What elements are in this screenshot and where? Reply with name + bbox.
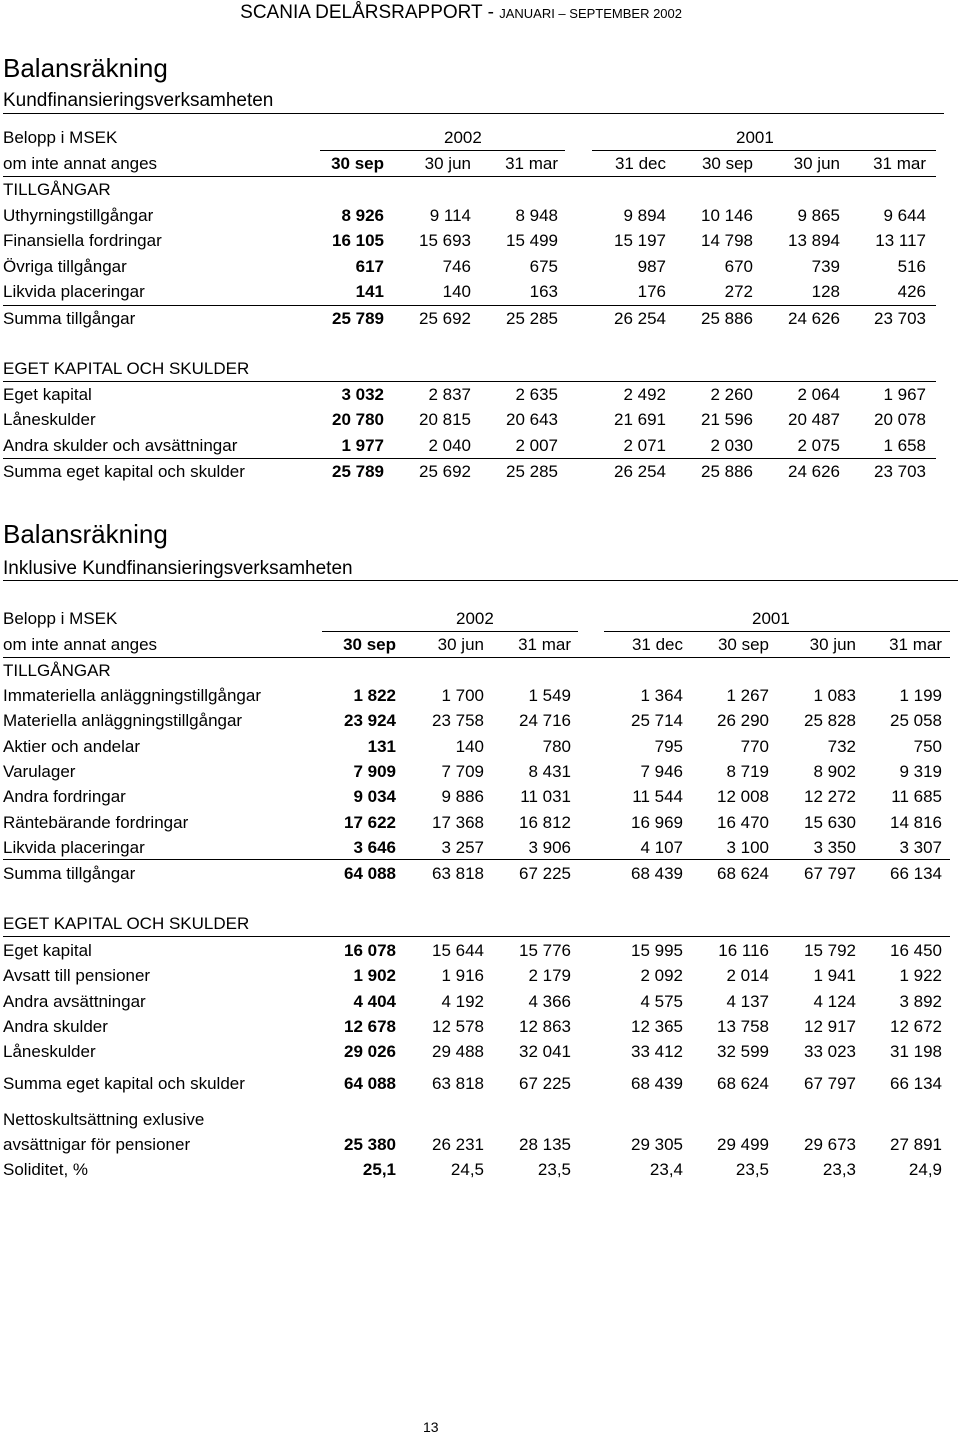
value-cell: 3 906: [528, 837, 571, 857]
value-cell: 26 290: [717, 711, 769, 731]
table-subtitle: Kundfinansieringsverksamheten: [3, 90, 274, 111]
value-cell: 9 865: [797, 206, 840, 225]
value-cell: 23 924: [344, 711, 396, 731]
row-label: Likvida placeringar: [3, 837, 145, 857]
year-2001: 2001: [736, 128, 774, 147]
value-cell: 27 891: [890, 1135, 942, 1154]
asset-row: [0, 229, 960, 253]
value-cell: 63 818: [432, 864, 484, 883]
assets-heading-label: TILLGÅNGAR: [3, 180, 111, 199]
value-cell: 1 700: [441, 686, 484, 705]
column-rule: [3, 657, 950, 658]
liab-rule: [3, 936, 950, 937]
value-cell: 11 031: [520, 787, 571, 807]
value-cell: 3 100: [726, 837, 769, 857]
column-header: 31 mar: [505, 154, 558, 173]
header-row-years: [0, 607, 960, 631]
value-cell: 2 075: [797, 435, 840, 455]
value-cell: 25 285: [506, 462, 558, 481]
row-label: Finansiella fordringar: [3, 231, 162, 251]
value-cell: 25 886: [701, 462, 753, 481]
value-cell: 23 703: [874, 462, 926, 481]
value-cell: 15 792: [804, 941, 856, 960]
value-cell: 16 969: [631, 812, 683, 832]
liab-heading: [0, 912, 960, 936]
column-header: 30 sep: [717, 635, 769, 654]
value-cell: 4 124: [813, 991, 856, 1011]
value-cell: 8 948: [515, 206, 558, 225]
value-cell: 24 626: [788, 462, 840, 481]
value-cell: 140: [455, 736, 484, 756]
value-cell: 8 926: [341, 206, 384, 225]
value-cell: 16 470: [717, 812, 769, 832]
value-cell: 29 488: [432, 1042, 484, 1062]
value-cell: 1 941: [813, 966, 856, 986]
value-cell: 68 439: [631, 864, 683, 883]
value-cell: 9 644: [883, 206, 926, 225]
value-cell: 25,1: [362, 1160, 396, 1179]
value-cell: 66 134: [890, 864, 942, 883]
value-cell: 11 544: [632, 787, 683, 807]
title-rule: [3, 580, 958, 581]
value-cell: 2 092: [640, 966, 683, 986]
value-cell: 15 693: [419, 231, 471, 251]
assets-total-rule: [3, 305, 936, 306]
value-cell: 25 285: [506, 309, 558, 328]
value-cell: 2 071: [623, 435, 666, 455]
value-cell: 32 041: [519, 1042, 571, 1062]
row-label: Immateriella anläggningstillgångar: [3, 686, 261, 705]
liability-row: [0, 383, 960, 407]
value-cell: 64 088: [344, 864, 396, 883]
value-cell: 7 909: [353, 761, 396, 781]
liability-row: [0, 1015, 960, 1039]
value-cell: 17 622: [344, 812, 396, 832]
liab-rule: [3, 381, 936, 382]
value-cell: 12 863: [519, 1016, 571, 1036]
year-2002: 2002: [456, 609, 494, 628]
value-cell: 4 107: [640, 837, 683, 857]
column-header: 30 jun: [437, 635, 484, 654]
value-cell: 15 644: [432, 941, 484, 960]
value-cell: 10 146: [701, 206, 753, 225]
netto-label-1: Nettoskultsättning exlusive: [3, 1110, 205, 1129]
value-cell: 3 646: [353, 837, 396, 857]
value-cell: 31 198: [890, 1042, 942, 1062]
value-cell: 25 692: [419, 462, 471, 481]
value-cell: 732: [827, 736, 856, 756]
value-cell: 67 797: [804, 864, 856, 883]
year-rule-2001: [592, 150, 936, 151]
value-cell: 780: [542, 736, 571, 756]
value-cell: 3 307: [899, 837, 942, 857]
value-cell: 4 192: [441, 991, 484, 1011]
column-header: 31 mar: [889, 635, 942, 654]
value-cell: 25 058: [890, 711, 942, 731]
asset-row: [0, 836, 960, 860]
net-debt-row: [0, 1133, 960, 1157]
value-cell: 3 257: [441, 837, 484, 857]
value-cell: 32 599: [717, 1042, 769, 1062]
value-cell: 8 902: [813, 761, 856, 781]
row-label: Andra avsättningar: [3, 991, 146, 1011]
value-cell: 9 034: [353, 787, 396, 807]
column-header: 30 jun: [424, 154, 471, 173]
liability-row: [0, 964, 960, 988]
row-label: Eget kapital: [3, 941, 92, 960]
value-cell: 163: [529, 281, 558, 301]
value-cell: 3 350: [813, 837, 856, 857]
value-cell: 66 134: [890, 1074, 942, 1093]
value-cell: 16 450: [890, 941, 942, 960]
value-cell: 2 007: [515, 435, 558, 455]
row-label: Låneskulder: [3, 410, 96, 430]
value-cell: 68 624: [717, 864, 769, 883]
row-label: Summa eget kapital och skulder: [3, 462, 245, 481]
value-cell: 2 064: [797, 385, 840, 404]
year-2001: 2001: [752, 609, 790, 628]
page-header: [240, 2, 682, 24]
value-cell: 64 088: [344, 1074, 396, 1093]
row-label: Övriga tillgångar: [3, 256, 127, 276]
value-cell: 176: [637, 281, 666, 301]
value-cell: 12 678: [344, 1016, 396, 1036]
assets-heading: [0, 659, 960, 683]
year-rule-2002: [322, 631, 578, 632]
value-cell: 3 892: [899, 991, 942, 1011]
column-header: 31 mar: [873, 154, 926, 173]
value-cell: 739: [811, 256, 840, 276]
row-label: Summa tillgångar: [3, 309, 136, 328]
value-cell: 7 946: [640, 761, 683, 781]
value-cell: 2 030: [710, 435, 753, 455]
column-header: 30 sep: [701, 154, 753, 173]
value-cell: 16 078: [344, 941, 396, 960]
value-cell: 750: [913, 736, 942, 756]
value-cell: 13 758: [717, 1016, 769, 1036]
table-subtitle: Inklusive Kundfinansieringsverksamheten: [3, 558, 353, 579]
value-cell: 141: [355, 281, 384, 301]
asset-row: [0, 255, 960, 279]
value-cell: 24 716: [519, 711, 571, 731]
value-cell: 67 797: [804, 1074, 856, 1093]
liab-heading-label: EGET KAPITAL OCH SKULDER: [3, 359, 250, 378]
table-title: Balansräkning: [3, 519, 168, 549]
assets-total-row: [0, 307, 960, 331]
liability-row: [0, 1040, 960, 1064]
value-cell: 746: [442, 256, 471, 276]
value-cell: 21 691: [614, 410, 666, 430]
table-title: Balansräkning: [3, 53, 168, 83]
value-cell: 1 977: [341, 435, 384, 455]
row-label: Soliditet, %: [3, 1160, 89, 1179]
value-cell: 24,9: [908, 1160, 942, 1179]
assets-heading: [0, 178, 960, 202]
value-cell: 12 008: [717, 787, 769, 807]
value-cell: 20 078: [874, 410, 926, 430]
year-rule-2002: [320, 150, 565, 151]
value-cell: 8 431: [528, 761, 571, 781]
liab-heading: [0, 357, 960, 381]
column-header: 30 jun: [809, 635, 856, 654]
value-cell: 67 225: [519, 1074, 571, 1093]
value-cell: 12 672: [890, 1016, 942, 1036]
value-cell: 29 026: [344, 1042, 396, 1062]
value-cell: 7 709: [441, 761, 484, 781]
liability-row: [0, 434, 960, 458]
assets-total-row: [0, 862, 960, 886]
page-number: 13: [423, 1419, 439, 1435]
belopp-label: Belopp i MSEK: [3, 128, 118, 147]
column-rule: [3, 176, 936, 177]
row-label: Låneskulder: [3, 1042, 96, 1062]
column-header: 30 sep: [331, 154, 384, 173]
value-cell: 4 366: [528, 991, 571, 1011]
value-cell: 272: [724, 281, 753, 301]
asset-row: [0, 811, 960, 835]
value-cell: 26 254: [614, 309, 666, 328]
asset-row: [0, 785, 960, 809]
value-cell: 29 499: [717, 1135, 769, 1154]
value-cell: 2 837: [428, 385, 471, 404]
liability-row: [0, 990, 960, 1014]
asset-row: [0, 709, 960, 733]
column-header: 31 mar: [518, 635, 571, 654]
value-cell: 14 816: [890, 812, 942, 832]
value-cell: 2 635: [515, 385, 558, 404]
liab-total-row: [0, 460, 960, 484]
value-cell: 15 197: [614, 231, 666, 251]
value-cell: 670: [724, 256, 753, 276]
anges-label: om inte annat anges: [3, 635, 158, 654]
value-cell: 68 624: [717, 1074, 769, 1093]
asset-row: [0, 760, 960, 784]
value-cell: 25 789: [332, 309, 384, 328]
value-cell: 2 040: [428, 435, 471, 455]
value-cell: 15 630: [804, 812, 856, 832]
value-cell: 29 305: [631, 1135, 683, 1154]
value-cell: 20 643: [506, 410, 558, 430]
value-cell: 14 798: [701, 231, 753, 251]
value-cell: 3 032: [341, 385, 384, 404]
value-cell: 12 365: [631, 1016, 683, 1036]
value-cell: 1 658: [883, 435, 926, 455]
value-cell: 516: [897, 256, 926, 276]
value-cell: 1 922: [899, 966, 942, 986]
value-cell: 23 703: [874, 309, 926, 328]
value-cell: 1 083: [813, 686, 856, 705]
year-2002: 2002: [444, 128, 482, 147]
value-cell: 29 673: [804, 1135, 856, 1154]
value-cell: 770: [740, 736, 769, 756]
asset-row: [0, 684, 960, 708]
row-label: Summa tillgångar: [3, 864, 136, 883]
value-cell: 15 499: [506, 231, 558, 251]
value-cell: 63 818: [432, 1074, 484, 1093]
header-row-cols: [0, 633, 960, 657]
liability-row: [0, 939, 960, 963]
value-cell: 1 967: [883, 385, 926, 404]
assets-total-rule: [3, 859, 950, 860]
value-cell: 15 995: [631, 941, 683, 960]
value-cell: 9 886: [441, 787, 484, 807]
value-cell: 33 023: [804, 1042, 856, 1062]
value-cell: 25 828: [804, 711, 856, 731]
anges-label: om inte annat anges: [3, 154, 158, 173]
value-cell: 13 117: [875, 231, 926, 251]
row-label: Varulager: [3, 761, 76, 781]
value-cell: 11 685: [891, 787, 942, 807]
value-cell: 20 780: [332, 410, 384, 430]
value-cell: 68 439: [631, 1074, 683, 1093]
value-cell: 1 902: [353, 966, 396, 986]
value-cell: 23 758: [432, 711, 484, 731]
value-cell: 16 116: [718, 941, 769, 960]
asset-row: [0, 735, 960, 759]
value-cell: 1 916: [441, 966, 484, 986]
value-cell: 2 492: [623, 385, 666, 404]
row-label: Andra skulder och avsättningar: [3, 435, 238, 455]
row-label: Aktier och andelar: [3, 736, 141, 756]
value-cell: 675: [529, 256, 558, 276]
value-cell: 9 894: [623, 206, 666, 225]
value-cell: 23,5: [537, 1160, 571, 1179]
row-label: avsättnigar för pensioner: [3, 1135, 191, 1154]
row-label: Andra skulder: [3, 1016, 108, 1036]
year-rule-2001: [604, 631, 950, 632]
assets-heading-label: TILLGÅNGAR: [3, 661, 111, 680]
row-label: Andra fordringar: [3, 787, 126, 807]
row-label: Uthyrningstillgångar: [3, 206, 154, 225]
value-cell: 12 578: [432, 1016, 484, 1036]
value-cell: 25 886: [701, 309, 753, 328]
value-cell: 2 014: [726, 966, 769, 986]
value-cell: 1 364: [640, 686, 683, 705]
asset-row: [0, 204, 960, 228]
liab-heading-label: EGET KAPITAL OCH SKULDER: [3, 914, 250, 933]
value-cell: 9 114: [429, 206, 471, 225]
value-cell: 25 714: [631, 711, 683, 731]
value-cell: 128: [811, 281, 840, 301]
value-cell: 33 412: [631, 1042, 683, 1062]
value-cell: 617: [355, 256, 384, 276]
value-cell: 987: [637, 256, 666, 276]
value-cell: 12 917: [804, 1016, 856, 1036]
row-label: Räntebärande fordringar: [3, 812, 189, 832]
header-company: SCANIA DELÅRSRAPPORT -: [240, 2, 500, 23]
liab-total-row: [0, 1072, 960, 1096]
value-cell: 2 260: [710, 385, 753, 404]
value-cell: 15 776: [519, 941, 571, 960]
value-cell: 24 626: [788, 309, 840, 328]
value-cell: 131: [367, 736, 396, 756]
value-cell: 13 894: [788, 231, 840, 251]
belopp-label: Belopp i MSEK: [3, 609, 118, 628]
netto-label-row: [0, 1108, 960, 1132]
header-row-cols: [0, 152, 960, 176]
value-cell: 4 404: [353, 991, 396, 1011]
liab-total-rule: [3, 458, 936, 459]
row-label: Materiella anläggningstillgångar: [3, 711, 243, 731]
equity-ratio-row: [0, 1158, 960, 1182]
value-cell: 25 692: [419, 309, 471, 328]
value-cell: 140: [442, 281, 471, 301]
value-cell: 23,5: [735, 1160, 769, 1179]
value-cell: 25 380: [344, 1135, 396, 1154]
asset-row: [0, 280, 960, 304]
header-period: JANUARI – SEPTEMBER 2002: [499, 6, 682, 21]
title-rule: [3, 113, 944, 114]
value-cell: 1 822: [353, 686, 396, 705]
value-cell: 8 719: [726, 761, 769, 781]
value-cell: 17 368: [432, 812, 484, 832]
value-cell: 9 319: [899, 761, 942, 781]
row-label: Summa eget kapital och skulder: [3, 1074, 245, 1093]
value-cell: 12 272: [804, 787, 856, 807]
value-cell: 20 487: [788, 410, 840, 430]
value-cell: 25 789: [332, 462, 384, 481]
value-cell: 1 549: [528, 686, 571, 705]
value-cell: 20 815: [419, 410, 471, 430]
liability-row: [0, 408, 960, 432]
value-cell: 21 596: [701, 410, 753, 430]
header-row-years: [0, 126, 960, 150]
column-header: 30 jun: [793, 154, 840, 173]
column-header: 31 dec: [614, 154, 666, 173]
row-label: Avsatt till pensioner: [3, 966, 151, 986]
value-cell: 24,5: [450, 1160, 484, 1179]
column-header: 31 dec: [631, 635, 683, 654]
row-label: Likvida placeringar: [3, 281, 145, 301]
value-cell: 426: [897, 281, 926, 301]
value-cell: 67 225: [519, 864, 571, 883]
value-cell: 26 231: [432, 1135, 484, 1154]
value-cell: 23,4: [649, 1160, 683, 1179]
value-cell: 23,3: [822, 1160, 856, 1179]
value-cell: 4 575: [640, 991, 683, 1011]
value-cell: 4 137: [726, 991, 769, 1011]
value-cell: 1 267: [726, 686, 769, 705]
value-cell: 16 105: [332, 231, 384, 251]
value-cell: 2 179: [528, 966, 571, 986]
row-label: Eget kapital: [3, 385, 92, 404]
column-header: 30 sep: [343, 635, 396, 654]
value-cell: 28 135: [519, 1135, 571, 1154]
value-cell: 795: [654, 736, 683, 756]
value-cell: 26 254: [614, 462, 666, 481]
value-cell: 1 199: [899, 686, 942, 705]
value-cell: 16 812: [519, 812, 571, 832]
